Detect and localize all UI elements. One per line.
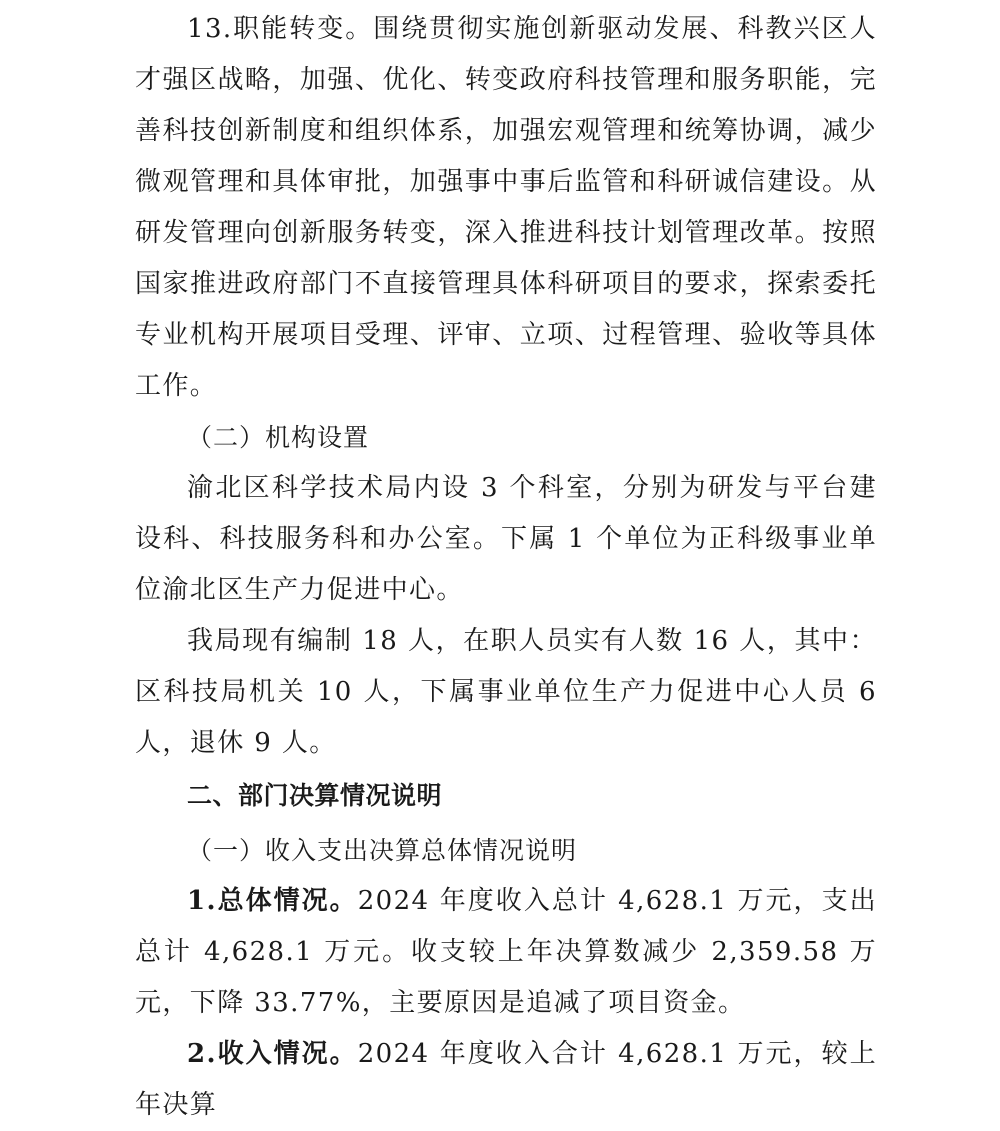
overall-text: 2024 年度收入总计 4,628.1 万元，支出总计 4,628.1 万元。收支较上年决算数减少 2,359.58 万元，下降 33.77%，主要原因是追减了项目资金。 [135,886,877,1018]
overall-lead: 1.总体情况。 [187,886,358,916]
paragraph-overall [135,876,877,1029]
section-budget-heading: 二、部门决算情况说明 [187,781,443,810]
paragraph-income [135,1029,877,1131]
income-expense-subheading: （一）收入支出决算总体情况说明 [187,836,578,865]
income-lead: 2.收入情况。 [187,1039,358,1069]
paragraph-staffing: 我局现有编制 18 人，在职人员实有人数 16 人，其中：区科技局机关 10 人，下属事业单位生产力促进中心人员 6 人，退休 9 人。 [135,626,877,758]
document-page [135,4,877,1131]
income-text: 2024 年度收入合计 4,628.1 万元，较上年决算 [135,1039,877,1120]
paragraph-org-departments: 渝北区科学技术局内设 3 个科室，分别为研发与平台建设科、科技服务科和办公室。下属 1 个单位为正科级事业单位渝北区生产力促进中心。 [135,473,877,605]
org-setup-heading: （二）机构设置 [187,423,370,452]
paragraph-function-transformation: 13.职能转变。围绕贯彻实施创新驱动发展、科教兴区人才强区战略，加强、优化、转变政府科技管理和服务职能，完善科技创新制度和组织体系，加强宏观管理和统筹协调，减少微观管理和具体审批，加强事中事后监管和科研诚信建设。从研发管理向创新服务转变，深入推进科技计划管理改革。按照国家推进政府部门不直接管理具体科研项目的要求，探索委托专业机构开展项目受理、评审、立项、过程管理、验收等具体工作。 [135,14,877,401]
